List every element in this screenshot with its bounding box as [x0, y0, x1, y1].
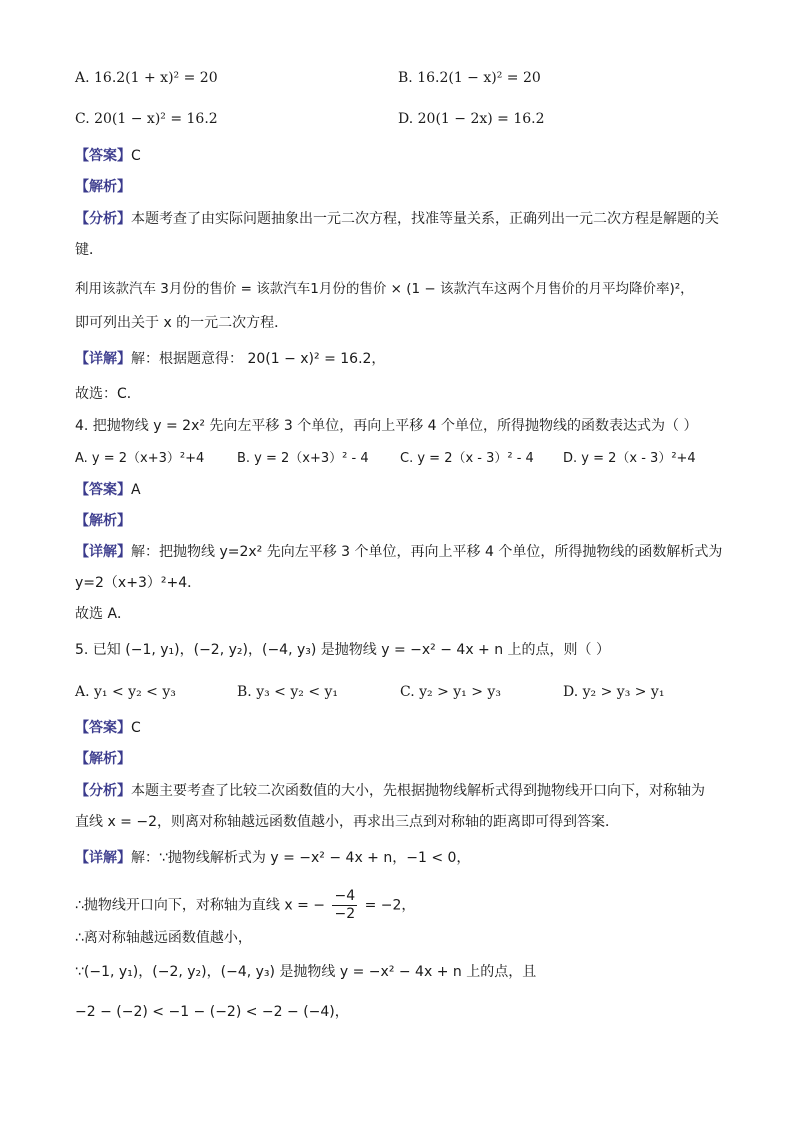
q5-option-a: A. y₁ < y₂ < y₃ [75, 684, 176, 700]
q4-question: 4. 把抛物线 y = 2x² 先向左平移 3 个单位，再向上平移 4 个单位，所得抛物线的函数表达式为（ ） [75, 418, 698, 434]
q5-option-d: D. y₂ > y₃ > y₁ [563, 684, 665, 700]
q3-fenxi-line-1: 【分析】本题考查了由实际问题抽象出一元二次方程，找准等量关系，正确列出一元二次方程是解题的关 [75, 211, 719, 227]
q5-detail-line-3: ∴离对称轴越远函数值越小， [75, 930, 252, 946]
q3-detail-line: 【详解】解：根据题意得： 20(1 − x)² = 16.2， [75, 351, 386, 367]
q4-option-d: D. y = 2（x - 3）²+4 [563, 451, 696, 466]
q5-detail-line-2: ∴抛物线开口向下，对称轴为直线 x = − $\frac{-4}{-2}$ = −2， [75, 888, 416, 922]
q3-option-c: C. 20(1 − x)² = 16.2 [75, 111, 218, 127]
q4-detail-line-2: y=2（x+3）²+4． [75, 575, 202, 591]
q4-option-b: B. y = 2（x+3）² - 4 [237, 451, 369, 466]
q4-answer-line [75, 480, 141, 500]
answer-label: 【答案】 [75, 720, 131, 736]
q4-choose-line: 故选 A． [75, 606, 132, 622]
q5-detail-line-1: 【详解】解：∵抛物线解析式为 y = −x² − 4x + n，−1 < 0， [75, 850, 471, 866]
q5-fenxi-line-2: 直线 x = −2，则离对称轴越远函数值越小，再求出三点到对称轴的距离即可得到答案． [75, 814, 620, 830]
q3-option-d: D. 20(1 − 2x) = 16.2 [398, 111, 545, 127]
q3-option-b: B. 16.2(1 − x)² = 20 [398, 70, 541, 86]
q3-choose-line: 故选：C． [75, 386, 141, 402]
q4-option-a: A. y = 2（x+3）²+4 [75, 451, 205, 466]
fraction-denominator: −2 [334, 906, 356, 922]
q5-fenxi-line-1: 【分析】本题主要考查了比较二次函数值的大小，先根据抛物线解析式得到抛物线开口向下，对称轴为 [75, 783, 705, 799]
q5-analysis-label: 【解析】 [75, 751, 131, 767]
q3-answer-line [75, 146, 141, 166]
q4-option-c: C. y = 2（x - 3）² - 4 [400, 451, 534, 466]
fraction [332, 888, 357, 923]
fraction-numerator: −4 [334, 888, 356, 904]
answer-value: C [131, 148, 141, 164]
q5-detail-line-5: −2 − (−2) < −1 − (−2) < −2 − (−4)， [75, 1004, 349, 1020]
q5-option-b: B. y₃ < y₂ < y₁ [237, 684, 339, 700]
q4-detail-line-1: 【详解】解：把抛物线 y=2x² 先向左平移 3 个单位，再向上平移 4 个单位，所得抛物线的函数解析式为 [75, 544, 723, 560]
q5-question: 5. 已知 (−1, y₁)，(−2, y₂)，(−4, y₃) 是抛物线 y = −x² − 4x + n 上的点，则（ ） [75, 642, 611, 658]
answer-label: 【答案】 [75, 482, 131, 498]
q4-analysis-label: 【解析】 [75, 513, 131, 529]
q3-fenxi-line-3: 利用该款汽车 3月份的售价 = 该款汽车1月份的售价 × (1 − 该款汽车这两个月售价的月平均降价率)²， [75, 281, 694, 297]
q3-fenxi-line-4: 即可列出关于 x 的一元二次方程． [75, 315, 289, 331]
answer-value: C [131, 720, 141, 736]
q5-option-c: C. y₂ > y₁ > y₃ [400, 684, 501, 700]
answer-label: 【答案】 [75, 148, 131, 164]
q5-answer-line [75, 718, 141, 738]
q3-option-a: A. 16.2(1 + x)² = 20 [75, 70, 218, 86]
q5-detail-line-4: ∵(−1, y₁)，(−2, y₂)，(−4, y₃) 是抛物线 y = −x² − 4x + n 上的点，且 [75, 964, 537, 980]
answer-value: A [131, 482, 141, 498]
q3-analysis-label: 【解析】 [75, 179, 131, 195]
q3-fenxi-line-2: 键． [75, 242, 103, 258]
